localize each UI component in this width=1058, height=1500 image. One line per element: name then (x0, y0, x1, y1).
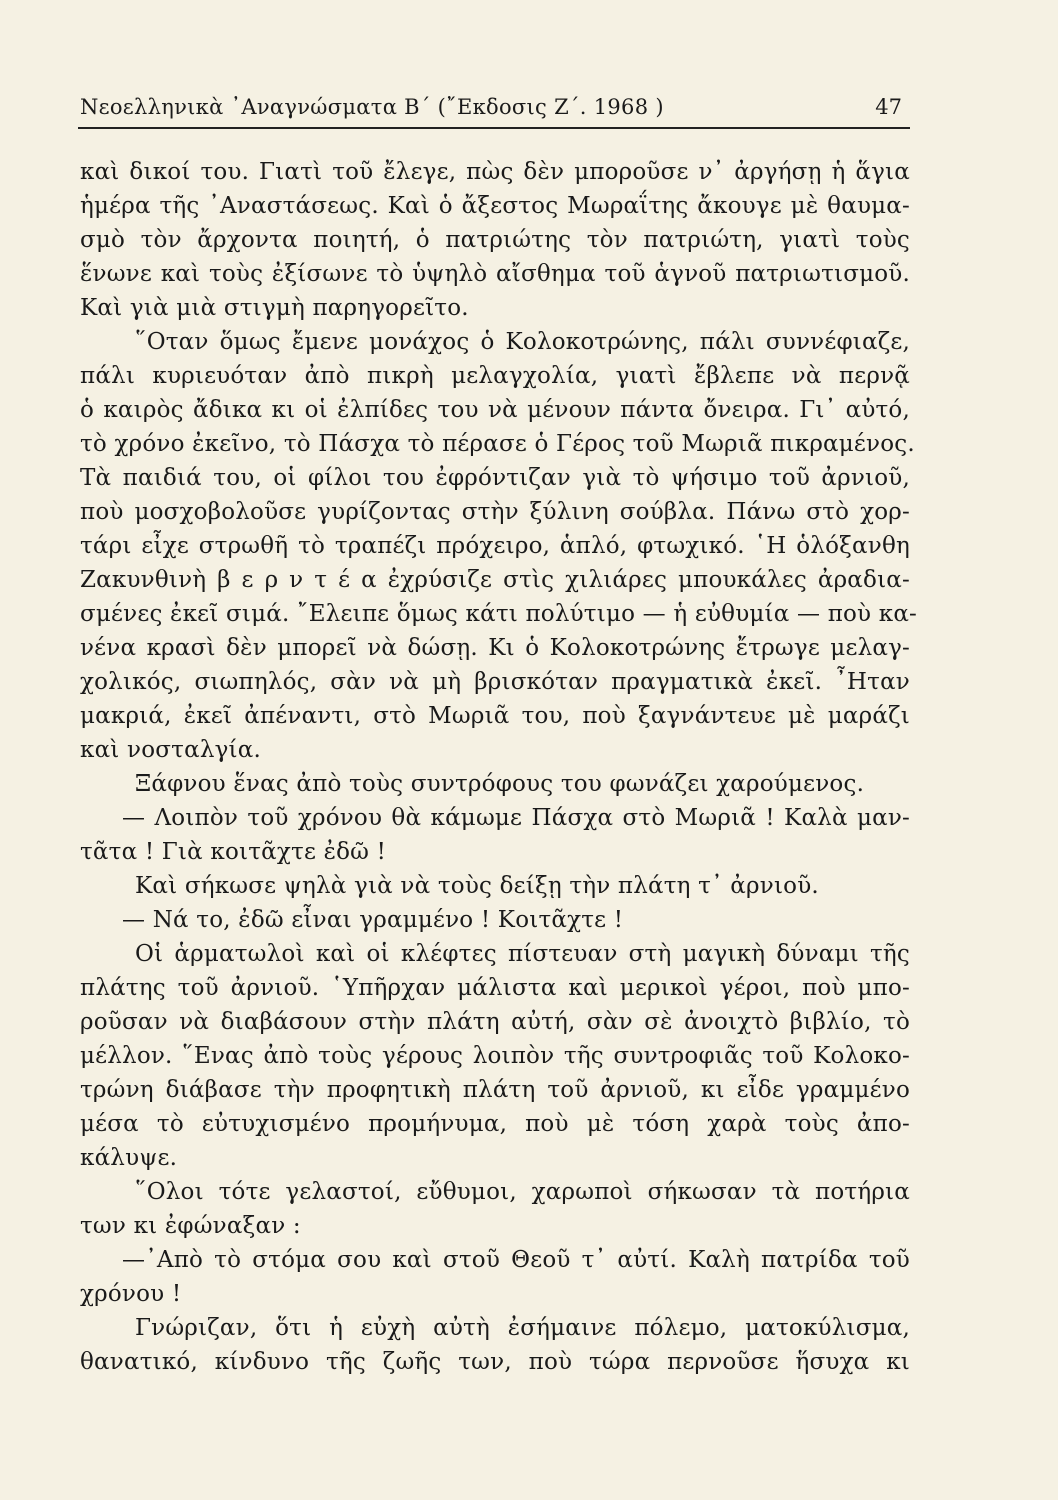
text-line: Οἱ ἁρματωλοὶ καὶ οἱ κλέφτες πίστευαν στὴ μαγικὴ δύναμι τῆς (135, 941, 910, 967)
text-line: Ζακυνθινὴ β ε ρ ν τ έ α ἐχρύσιζε στὶς χιλιάρες μπουκάλες ἀραδια- (80, 567, 910, 593)
text-line: Ξάφνου ἕνας ἀπὸ τοὺς συντρόφους του φωνάζει χαρούμενος. (135, 771, 865, 797)
text-line: χρόνου ! (80, 1281, 182, 1307)
text-line: νένα κρασὶ δὲν μπορεῖ νὰ δώσῃ. Κι ὁ Κολοκοτρώνης ἔτρωγε μελαγ- (80, 635, 910, 661)
text-line: πάλι κυριευόταν ἀπὸ πικρὴ μελαγχολία, γιατὶ ἔβλεπε νὰ περνᾷ (80, 363, 910, 389)
text-line: χολικός, σιωπηλός, σὰν νὰ μὴ βρισκόταν πραγματικὰ ἐκεῖ. ῏Ηταν (80, 669, 910, 695)
text-line: κάλυψε. (80, 1145, 178, 1171)
header-title: Νεοελληνικὰ ᾿Αναγνώσματα Β΄ (῎Εκδοσις Ζ΄. 1968 ) (80, 95, 664, 119)
body-text (80, 155, 918, 1379)
text-line: σμένες ἐκεῖ σιμά. ῎Ελειπε ὅμως κάτι πολύτιμο — ἡ εὐθυμία — ποὺ κα- (80, 601, 918, 627)
text-line: — Νά το, ἐδῶ εἶναι γραμμένο ! Κοιτᾶχτε ! (122, 907, 624, 933)
text-line: πλάτης τοῦ ἀρνιοῦ. ῾Υπῆρχαν μάλιστα καὶ μερικοὶ γέροι, ποὺ μπο- (80, 975, 910, 1001)
text-line: μακριά, ἐκεῖ ἀπέναντι, στὸ Μωριᾶ του, ποὺ ξαγνάντευε μὲ μαράζι (80, 703, 910, 729)
text-line: —᾿Απὸ τὸ στόμα σου καὶ στοῦ Θεοῦ τ᾿ αὐτί. Καλὴ πατρίδα τοῦ (122, 1247, 910, 1273)
text-line: ροῦσαν νὰ διαβάσουν στὴν πλάτη αὐτή, σὰν σὲ ἀνοιχτὸ βιβλίο, τὸ (80, 1009, 910, 1035)
text-line: των κι ἐφώναξαν : (80, 1213, 301, 1239)
text-line: Γνώριζαν, ὅτι ἡ εὐχὴ αὐτὴ ἐσήμαινε πόλεμο, ματοκύλισμα, (135, 1315, 910, 1341)
running-header (80, 94, 910, 120)
text-line: — Λοιπὸν τοῦ χρόνου θὰ κάμωμε Πάσχα στὸ Μωριᾶ ! Καλὰ μαν- (122, 805, 910, 831)
text-line: ὁ καιρὸς ἄδικα κι οἱ ἐλπίδες του νὰ μένουν πάντα ὄνειρα. Γι᾿ αὐτό, (80, 397, 910, 423)
text-line: μέλλον. ῞Ενας ἀπὸ τοὺς γέρους λοιπὸν τῆς συντροφιᾶς τοῦ Κολοκο- (80, 1043, 910, 1069)
text-line: τὸ χρόνο ἐκεῖνο, τὸ Πάσχα τὸ πέρασε ὁ Γέρος τοῦ Μωριᾶ πικραμένος. (80, 431, 915, 457)
text-line: Καὶ γιὰ μιὰ στιγμὴ παρηγορεῖτο. (80, 295, 469, 321)
text-line: ποὺ μοσχοβολοῦσε γυρίζοντας στὴν ξύλινη σούβλα. Πάνω στὸ χορ- (80, 499, 910, 525)
text-line: καὶ νοσταλγία. (80, 737, 262, 763)
text-line: θανατικό, κίνδυνο τῆς ζωῆς των, ποὺ τώρα περνοῦσε ἥσυχα κι (80, 1349, 910, 1375)
text-line: ῞Ολοι τότε γελαστοί, εὔθυμοι, χαρωποὶ σήκωσαν τὰ ποτήρια (135, 1179, 910, 1205)
text-line: ἕνωνε καὶ τοὺς ἐξίσωνε τὸ ὑψηλὸ αἴσθημα τοῦ ἁγνοῦ πατριωτισμοῦ. (80, 261, 910, 287)
text-line: Τὰ παιδιά του, οἱ φίλοι του ἐφρόντιζαν γιὰ τὸ ψήσιμο τοῦ ἀρνιοῦ, (80, 465, 910, 491)
text-line: τάρι εἶχε στρωθῆ τὸ τραπέζι πρόχειρο, ἁπλό, φτωχικό. ῾Η ὁλόξανθη (80, 533, 910, 559)
text-line: τᾶτα ! Γιὰ κοιτᾶχτε ἐδῶ ! (80, 839, 387, 865)
header-rule (78, 127, 910, 129)
text-line: Καὶ σήκωσε ψηλὰ γιὰ νὰ τοὺς δείξῃ τὴν πλάτη τ᾿ ἀρνιοῦ. (135, 873, 819, 899)
text-line: τρώνη διάβασε τὴν προφητικὴ πλάτη τοῦ ἀρνιοῦ, κι εἶδε γραμμένο (80, 1077, 910, 1103)
text-line: μέσα τὸ εὐτυχισμένο προμήνυμα, ποὺ μὲ τόση χαρὰ τοὺς ἀπο- (80, 1111, 910, 1137)
text-line: καὶ δικοί του. Γιατὶ τοῦ ἔλεγε, πὼς δὲν μποροῦσε ν᾿ ἀργήσῃ ἡ ἅγια (80, 159, 910, 185)
text-line: ῞Οταν ὅμως ἔμενε μονάχος ὁ Κολοκοτρώνης, πάλι συννέφιαζε, (135, 329, 910, 355)
text-line: ἡμέρα τῆς ᾿Αναστάσεως. Καὶ ὁ ἄξεστος Μωραΐτης ἄκουγε μὲ θαυμα- (80, 193, 910, 219)
page-number: 47 (875, 95, 902, 119)
text-line: σμὸ τὸν ἄρχοντα ποιητή, ὁ πατριώτης τὸν πατριώτη, γιατὶ τοὺς (80, 227, 910, 253)
